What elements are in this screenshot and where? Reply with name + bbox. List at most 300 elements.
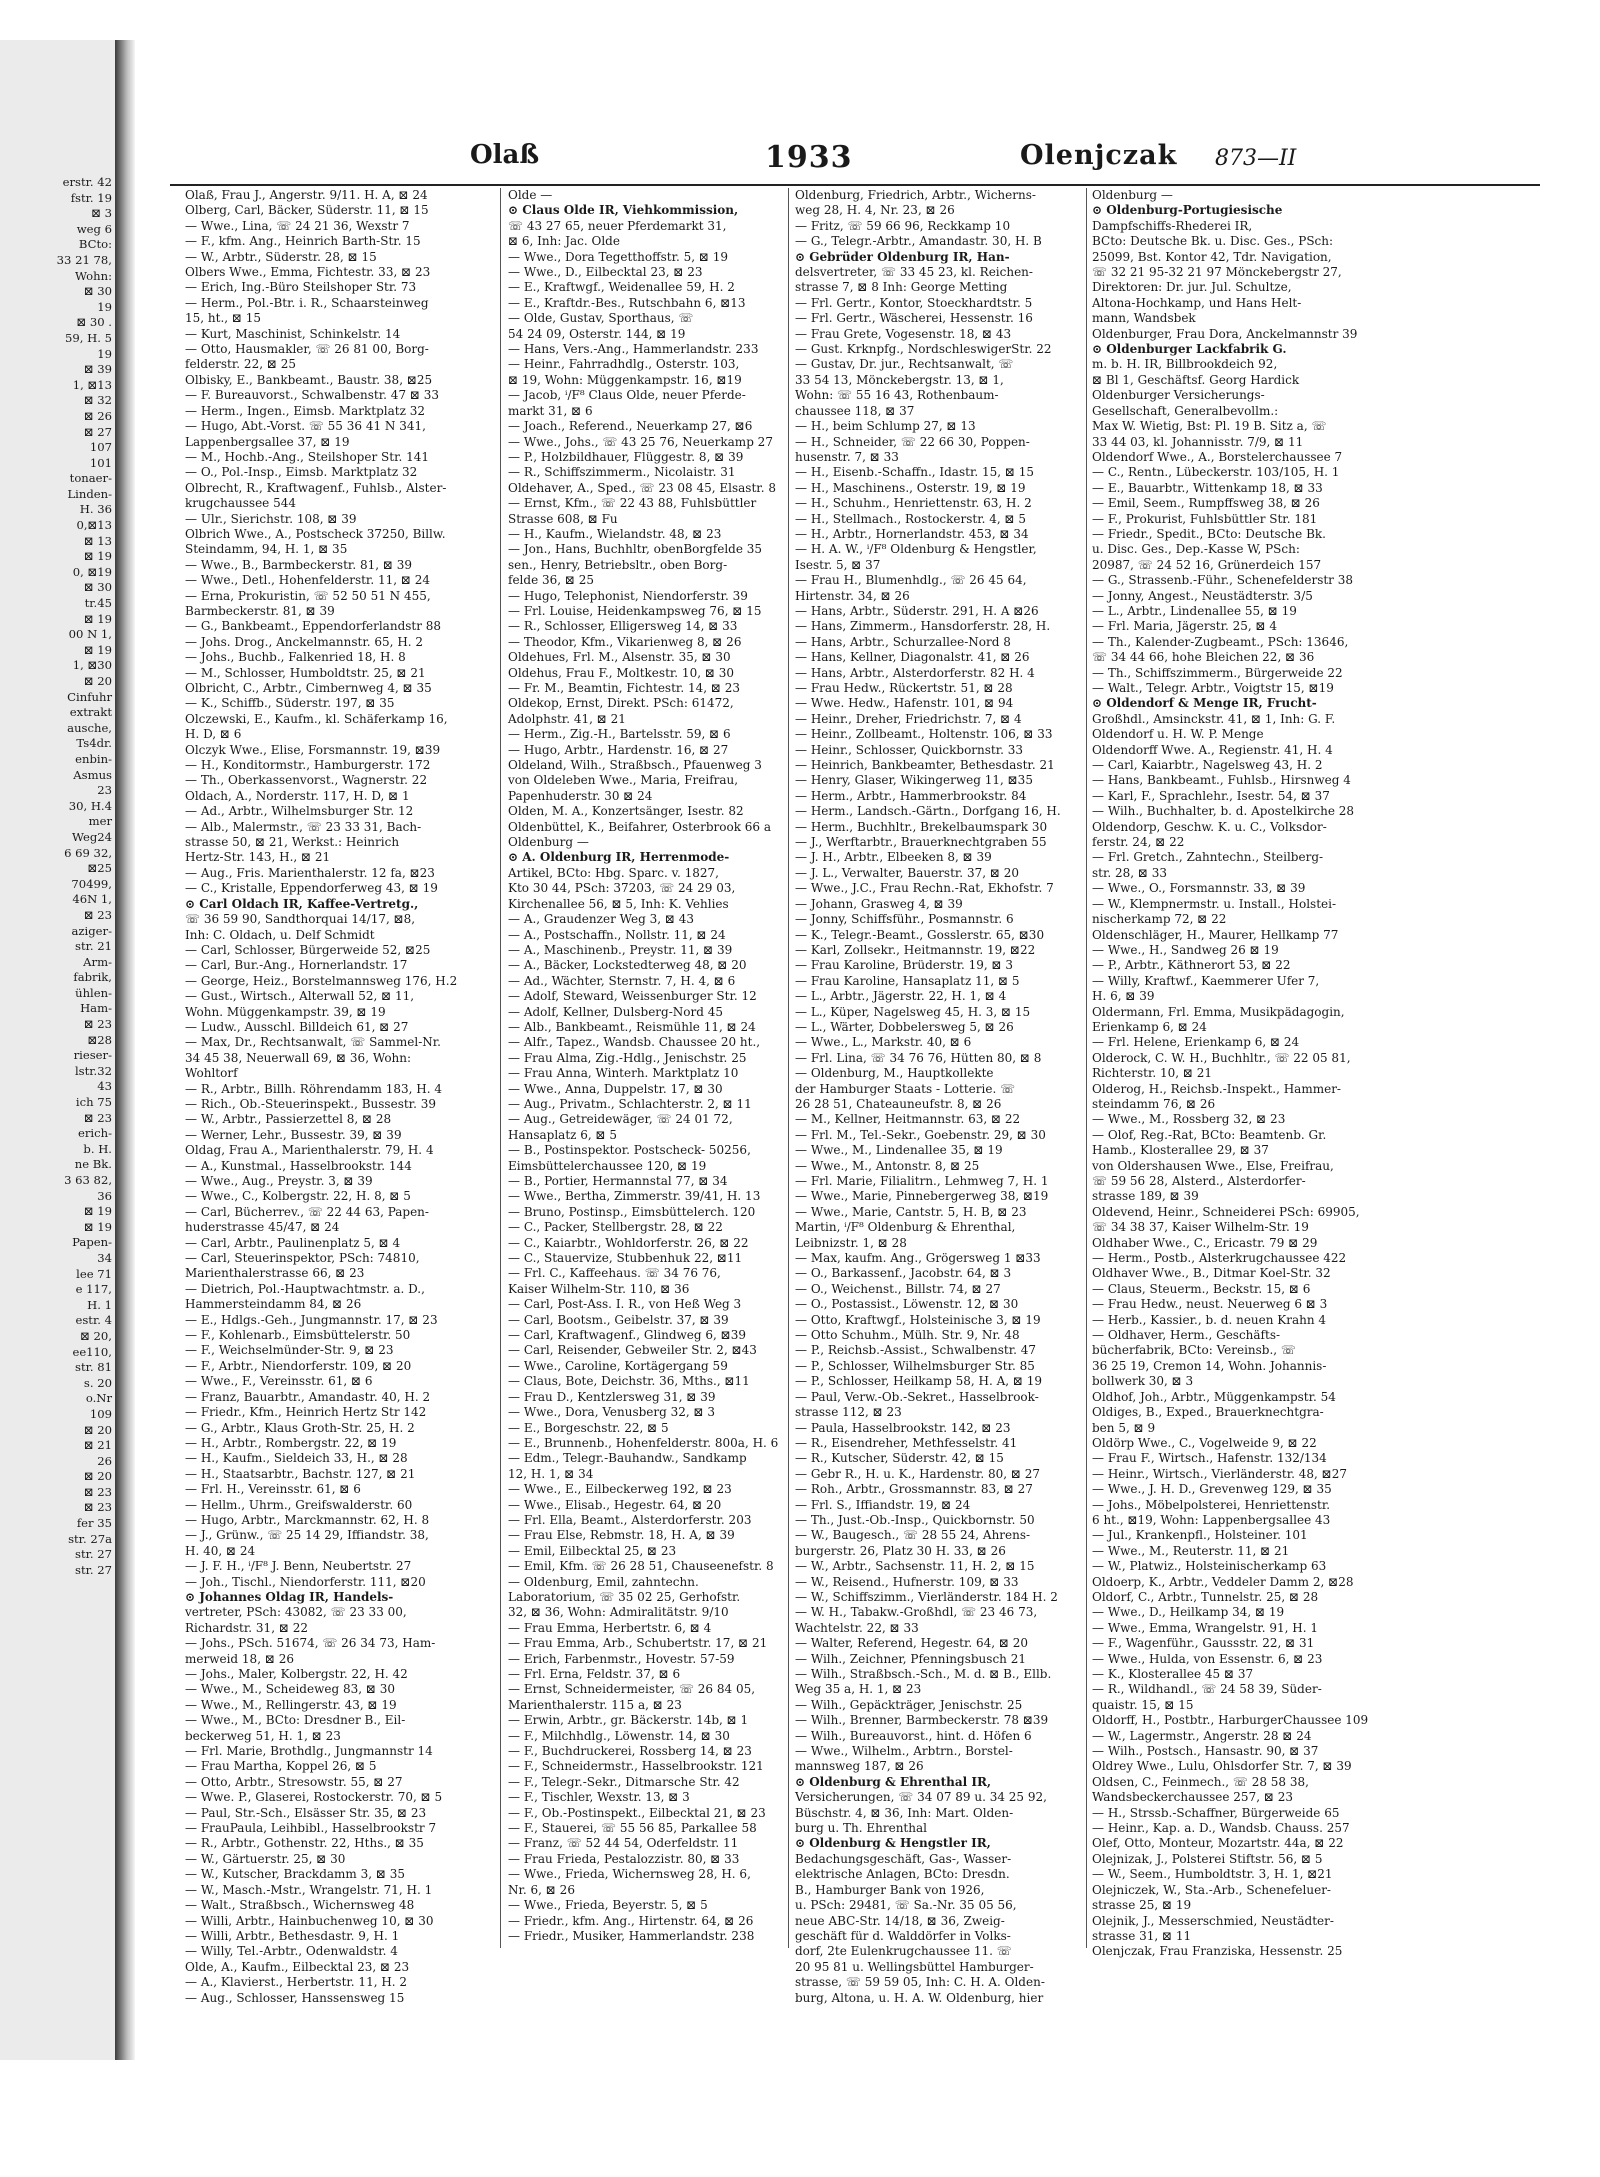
margin-fragment: tonaer-: [69, 471, 112, 486]
directory-line: — H., Arbtr., Hornerlandstr. 453, ⊠ 34: [795, 526, 1029, 541]
directory-line: Oldhaber Wwe., C., Ericastr. 79 ⊠ 29: [1092, 1235, 1318, 1250]
directory-line: — Otto, Hausmakler, ☏ 26 81 00, Borg-: [185, 342, 429, 357]
directory-line: Oldenburg, Friedrich, Arbtr., Wicherns-: [795, 188, 1036, 202]
directory-line: u. PSch: 29481, ☏ Sa.-Nr. 35 05 56,: [795, 1898, 1017, 1913]
directory-line: — F., Schneidermstr., Hasselbrookstr. 121: [508, 1759, 764, 1774]
directory-line: — Aug., Schlosser, Hanssensweg 15: [185, 1990, 405, 2005]
margin-fragment: Ham-: [80, 1001, 112, 1016]
directory-line: — Frl. S., Iffiandstr. 19, ⊠ 24: [795, 1497, 971, 1512]
directory-line: — Jacob, ⁱ/F⁸ Claus Olde, neuer Pferde-: [508, 388, 746, 403]
directory-line: ☏ 34 44 66, hohe Bleichen 22, ⊠ 36: [1092, 650, 1315, 665]
directory-line: — Carl, Schlosser, Bürgerweide 52, ⊠25: [185, 942, 431, 957]
directory-line: — Carl, Bücherrev., ☏ 22 44 63, Papen-: [185, 1204, 429, 1219]
directory-line: vertreter, PSch: 43082, ☏ 23 33 00,: [185, 1605, 407, 1620]
directory-line: — Frau Grete, Vogesenstr. 18, ⊠ 43: [795, 326, 1012, 341]
directory-line: — Frl. Ella, Beamt., Alsterdorferstr. 203: [508, 1512, 752, 1527]
directory-line: neue ABC-Str. 14/18, ⊠ 36, Zweig-: [795, 1913, 1005, 1928]
directory-line: — Wwe., Caroline, Kortägergang 59: [508, 1358, 728, 1373]
margin-fragment: Papen-: [72, 1235, 112, 1250]
directory-line: — Johs., PSch. 51674, ☏ 26 34 73, Ham-: [185, 1636, 436, 1651]
directory-line: — Willi, Arbtr., Bethesdastr. 9, H. 1: [185, 1928, 400, 1943]
directory-line: — M., Kellner, Heitmannstr. 63, ⊠ 22: [795, 1112, 1021, 1127]
directory-line: — Hugo, Arbtr., Marckmannstr. 62, H. 8: [185, 1512, 430, 1527]
directory-line: — J. L., Verwalter, Bauerstr. 37, ⊠ 20: [795, 865, 1019, 880]
directory-column-3: [795, 188, 1095, 2005]
margin-fragment: ⊠ 30: [83, 284, 112, 299]
directory-line: — F., Prokurist, Fuhlsbüttler Str. 181: [1092, 511, 1318, 526]
directory-line: von Oldershausen Wwe., Else, Freifrau,: [1092, 1158, 1334, 1173]
directory-line: — Frl. Lina, ☏ 34 76 76, Hütten 80, ⊠ 8: [795, 1050, 1042, 1065]
margin-fragment: ⊠ 23: [83, 1500, 112, 1515]
directory-line: weg 28, H. 4, Nr. 23, ⊠ 26: [795, 203, 955, 218]
margin-fragment: estr. 4: [75, 1313, 112, 1328]
directory-line: — Ernst, Schneidermeister, ☏ 26 84 05,: [508, 1682, 756, 1697]
margin-fragment: e 117,: [75, 1282, 112, 1297]
margin-fragment: ausche,: [67, 720, 112, 735]
directory-line: — Th., Kalender-Zugbeamt., PSch: 13646,: [1092, 634, 1349, 649]
margin-fragment: ⊠ 23: [83, 1017, 112, 1032]
directory-line: — Hellm., Uhrm., Greifswalderstr. 60: [185, 1497, 413, 1512]
directory-line: — Wilh., Buchhalter, b. d. Apostelkirche 28: [1092, 804, 1355, 819]
directory-line: — Ad., Arbtr., Wilhelmsburger Str. 12: [185, 804, 414, 819]
directory-line: burg, Altona, u. H. A. W. Oldenburg, hier: [795, 1990, 1044, 2005]
directory-line: — Frau Karoline, Hansaplatz 11, ⊠ 5: [795, 973, 1020, 988]
margin-fragment: ⊠ 26: [83, 408, 112, 423]
directory-line: — Wwe., D., Heilkamp 34, ⊠ 19: [1092, 1605, 1285, 1620]
directory-line: — Max, kaufm. Ang., Grögersweg 1 ⊠33: [795, 1251, 1041, 1266]
directory-line: — L., Arbtr., Jägerstr. 22, H. 1, ⊠ 4: [795, 989, 1007, 1004]
margin-fragment: 59, H. 5: [65, 330, 112, 345]
directory-line: — Olof, Reg.-Rat, BCto: Beamtenb. Gr.: [1092, 1127, 1327, 1142]
margin-fragment: s. 20: [83, 1375, 112, 1390]
directory-line: Olderog, H., Reichsb.-Inspekt., Hammer-: [1092, 1081, 1341, 1096]
directory-line: Leibnizstr. 1, ⊠ 28: [795, 1235, 907, 1250]
directory-line: — Aug., Privatm., Schlachterstr. 2, ⊠ 11: [508, 1096, 752, 1111]
directory-line: H. D, ⊠ 6: [185, 727, 242, 742]
directory-line: — Wwe., Dora Tegetthoffstr. 5, ⊠ 19: [508, 249, 729, 264]
directory-line: huderstrasse 45/47, ⊠ 24: [185, 1220, 340, 1235]
directory-line: — Hans, Arbtr., Süderstr. 291, H. A ⊠26: [795, 603, 1039, 618]
directory-line: — Wilh., Zeichner, Pfenningsbusch 21: [795, 1651, 1026, 1666]
directory-line: — H., Stellmach., Rostockerstr. 4, ⊠ 5: [795, 511, 1027, 526]
directory-line: strasse 50, ⊠ 21, Werkst.: Heinrich: [185, 835, 400, 850]
directory-line: Oldhaver Wwe., B., Ditmar Koel-Str. 32: [1092, 1266, 1331, 1281]
directory-line: — Wwe., M., Rossberg 32, ⊠ 23: [1092, 1112, 1286, 1127]
directory-line: — A., Klavierst., Herbertstr. 11, H. 2: [185, 1975, 408, 1990]
margin-fragment: ⊠ 21: [83, 1438, 112, 1453]
directory-line: Papenhuderstr. 30 ⊠ 24: [508, 788, 653, 803]
directory-line: — O., Barkassenf., Jacobstr. 64, ⊠ 3: [795, 1266, 1012, 1281]
margin-fragment: ⊠ 20,: [80, 1328, 112, 1343]
directory-line: — Otto, Kraftwgf., Holsteinische 3, ⊠ 19: [795, 1312, 1041, 1327]
directory-line: — Carl, Kaiarbtr., Nagelsweg 43, H. 2: [1092, 758, 1323, 773]
margin-fragment: ⊠ 20: [83, 1422, 112, 1437]
directory-line: — W., Platwiz., Holsteinischerkamp 63: [1092, 1559, 1327, 1574]
directory-line: — Theodor, Kfm., Vikarienweg 8, ⊠ 26: [508, 634, 742, 649]
directory-line: Olenjczak, Frau Franziska, Hessenstr. 25: [1092, 1944, 1343, 1959]
directory-line: — Hans, Zimmerm., Hansdorferstr. 28, H.: [795, 619, 1051, 634]
header-rule: [170, 184, 1540, 186]
margin-fragment: erstr. 42: [62, 175, 112, 189]
directory-line: 54 24 09, Osterstr. 144, ⊠ 19: [508, 326, 686, 341]
directory-line: — H. A. W., ⁱ/F⁸ Oldenburg & Hengstler,: [795, 542, 1037, 557]
directory-line: — Friedr., Kfm., Heinrich Hertz Str 142: [185, 1405, 427, 1420]
directory-line: — Rich., Ob.-Steuerinspekt., Bussestr. 39: [185, 1096, 436, 1111]
directory-line: — Wwe., Frieda, Beyerstr. 5, ⊠ 5: [508, 1898, 708, 1913]
directory-line: — Gustav, Dr. jur., Rechtsanwalt, ☏: [795, 357, 1014, 372]
directory-line: Oldorff, H., Postbtr., HarburgerChaussee 109: [1092, 1713, 1369, 1728]
directory-line: — G., Arbtr., Klaus Groth-Str. 25, H. 2: [185, 1420, 415, 1435]
directory-line: felde 36, ⊠ 25: [508, 573, 595, 588]
directory-line: strasse, ☏ 59 59 05, Inh: C. H. A. Olden-: [795, 1975, 1045, 1990]
margin-fragment: rieser-: [73, 1048, 112, 1063]
directory-line: ben 5, ⊠ 9: [1092, 1420, 1156, 1435]
directory-line: — Erich, Farbenmstr., Hovestr. 57-59: [508, 1651, 735, 1666]
directory-line: Richterstr. 10, ⊠ 21: [1092, 1066, 1213, 1081]
directory-line: — Wwe., F., Vereinsstr. 61, ⊠ 6: [185, 1374, 373, 1389]
directory-line: — Otto, Arbtr., Stresowstr. 55, ⊠ 27: [185, 1774, 403, 1789]
margin-fragment: ⊠ 19: [83, 1219, 112, 1234]
margin-fragment: fabrik,: [73, 970, 112, 985]
directory-line: — Th., Oberkassenvorst., Wagnerstr. 22: [185, 773, 428, 788]
directory-line: quaistr. 15, ⊠ 15: [1092, 1697, 1194, 1712]
directory-line: Kirchenallee 56, ⊠ 5, Inh: K. Vehlies: [508, 896, 729, 911]
directory-line: — Frau Frieda, Pestalozzistr. 80, ⊠ 33: [508, 1851, 740, 1866]
directory-line: — Wwe., E., Eilbeckerweg 192, ⊠ 23: [508, 1482, 732, 1497]
directory-line: burgerstr. 26, Platz 30 H. 33, ⊠ 26: [795, 1543, 1006, 1558]
margin-fragment: ⊠25: [87, 861, 112, 876]
directory-line: ⊠ 19, Wohn: Müggenkampstr. 16, ⊠19: [508, 372, 742, 387]
directory-line: — E., Kraftwgf., Weidenallee 59, H. 2: [508, 280, 735, 295]
directory-line: Dampfschiffs-Rhederei IR,: [1092, 218, 1253, 233]
directory-line: — Heinr., Zollbeamt., Holtenstr. 106, ⊠ 33: [795, 727, 1053, 742]
directory-line: — Wwe., M., Scheideweg 83, ⊠ 30: [185, 1682, 395, 1697]
directory-line: — W., Arbtr., Sachsenstr. 11, H. 2, ⊠ 15: [795, 1559, 1035, 1574]
directory-line: Oldenburg —: [1092, 188, 1173, 202]
margin-fragment: ⊠ 27: [83, 424, 112, 439]
directory-line: — K., Klosterallee 45 ⊠ 37: [1092, 1667, 1254, 1681]
directory-line: — Alb., Bankbeamt., Reismühle 11, ⊠ 24: [508, 1019, 756, 1034]
directory-line: — M., Hochb.-Ang., Steilshoper Str. 141: [185, 449, 430, 464]
directory-line: Oldenburger Versicherungs-: [1092, 388, 1265, 403]
directory-line: — F., kfm. Ang., Heinrich Barth-Str. 15: [185, 234, 421, 249]
directory-line: — G., Strassenb.-Führ., Schenefelderstr 38: [1092, 573, 1353, 588]
directory-line: — M., Schlosser, Humboldtstr. 25, ⊠ 21: [185, 665, 426, 680]
margin-fragment: Asmus: [73, 767, 112, 782]
directory-line: strasse 7, ⊠ 8 Inh: George Metting: [795, 280, 1008, 295]
margin-fragment: 33 21 78,: [56, 252, 112, 267]
directory-line: 12, H. 1, ⊠ 34: [508, 1466, 594, 1481]
directory-line: — Carl, Kraftwagenf., Glindweg 6, ⊠39: [508, 1328, 746, 1343]
directory-line: — A., Graudenzer Weg 3, ⊠ 43: [508, 912, 694, 927]
directory-line: — Wwe., Johs., ☏ 43 25 76, Neuerkamp 27: [508, 434, 773, 449]
margin-fragment: 3 63 82,: [64, 1173, 112, 1187]
directory-line: Olbrich Wwe., A., Postscheck 37250, Billw.: [185, 526, 446, 541]
directory-line: — J., Grünw., ☏ 25 14 29, Iffiandstr. 38,: [185, 1528, 429, 1543]
directory-line: Nr. 6, ⊠ 26: [508, 1882, 575, 1897]
directory-line: — Wwe., Hulda, von Essenstr. 6, ⊠ 23: [1092, 1651, 1323, 1666]
directory-line: — Werner, Lehr., Bussestr. 39, ⊠ 39: [185, 1127, 402, 1142]
margin-fragment: ⊠28: [87, 1032, 112, 1047]
directory-line: — Wwe., Bertha, Zimmerstr. 39/41, H. 13: [508, 1189, 761, 1204]
margin-fragment: 0,⊠13: [76, 518, 112, 533]
directory-line: Strasse 608, ⊠ Fu: [508, 511, 618, 526]
directory-line: — F., Wagenführ., Gaussstr. 22, ⊠ 31: [1092, 1636, 1315, 1651]
directory-line: Olbricht, C., Arbtr., Cimbernweg 4, ⊠ 35: [185, 681, 432, 695]
directory-line: Oldoerp, K., Arbtr., Veddeler Damm 2, ⊠28: [1092, 1574, 1354, 1589]
directory-line: — Herm., Buchhltr., Brekelbaumspark 30: [795, 819, 1048, 834]
margin-fragment: 101: [89, 455, 112, 470]
margin-fragment: Linden-: [67, 486, 112, 501]
margin-fragment: 107: [89, 440, 112, 455]
directory-line: — B., Portier, Hermannstal 77, ⊠ 34: [508, 1174, 728, 1188]
margin-fragment: 30, H.4: [68, 798, 112, 813]
margin-fragment: mer: [88, 814, 112, 829]
directory-line: — Wwe., Emma, Wrangelstr. 91, H. 1: [1092, 1620, 1318, 1635]
directory-line: bollwerk 30, ⊠ 3: [1092, 1374, 1194, 1389]
directory-line: — Wwe., Dora, Venusberg 32, ⊠ 3: [508, 1405, 716, 1420]
margin-fragment: lstr.32: [74, 1063, 112, 1078]
margin-fragment: ich 75: [75, 1095, 112, 1110]
directory-line: — E., Bauarbtr., Wittenkamp 18, ⊠ 33: [1092, 480, 1323, 495]
directory-line: — George, Heiz., Borstelmannsweg 176, H.2: [185, 973, 458, 988]
directory-line: — Heinr., Kap. a. D., Wandsb. Chauss. 257: [1092, 1821, 1350, 1836]
directory-line: — Wwe., Frieda, Wichernsweg 28, H. 6,: [508, 1867, 751, 1882]
directory-line: — Roh., Arbtr., Grossmannstr. 83, ⊠ 27: [795, 1482, 1033, 1497]
directory-line: — Johs., Buchb., Falkenried 18, H. 8: [185, 650, 406, 665]
directory-line: Olaß, Frau J., Angerstr. 9/11. H. A, ⊠ 24: [185, 188, 428, 202]
directory-line: H. 40, ⊠ 24: [185, 1543, 256, 1558]
directory-line: — Franz, ☏ 52 44 54, Oderfeldstr. 11: [508, 1836, 739, 1851]
directory-line: — B., Postinspektor. Postscheck- 50256,: [508, 1143, 751, 1158]
directory-line: — W., Klempnermstr. u. Install., Holstei-: [1092, 896, 1337, 911]
directory-line: — Friedr., Spedit., BCto: Deutsche Bk.: [1092, 526, 1326, 541]
directory-line: — R., Eisendreher, Methfesselstr. 41: [795, 1435, 1018, 1450]
directory-line: ☏ 32 21 95-32 21 97 Mönckebergstr 27,: [1092, 265, 1342, 280]
directory-line: ⊙ Carl Oldach IR, Kaffee-Vertretg.,: [185, 896, 419, 911]
directory-line: — O., Pol.-Insp., Eimsb. Marktplatz 32: [185, 465, 418, 480]
directory-line: ⊙ Johannes Oldag IR, Handels-: [185, 1589, 394, 1604]
directory-line: — Frl. Gertr., Kontor, Stoeckhardtstr. 5: [795, 295, 1033, 310]
directory-line: ⊠ 6, Inh: Jac. Olde: [508, 234, 620, 249]
directory-line: Olderock, C. W. H., Buchhltr., ☏ 22 05 81,: [1092, 1050, 1351, 1065]
directory-line: — H., Kaufm., Wielandstr. 48, ⊠ 23: [508, 526, 722, 541]
book-gutter: [115, 40, 135, 2060]
directory-line: Oldorf, C., Arbtr., Tunnelstr. 25, ⊠ 28: [1092, 1589, 1319, 1604]
directory-line: — Hans, Arbtr., Alsterdorferstr. 82 H. 4: [795, 665, 1035, 680]
margin-fragment: ⊠ 13: [83, 533, 112, 548]
directory-line: — Wilh., Brenner, Barmbeckerstr. 78 ⊠39: [795, 1713, 1049, 1728]
directory-line: — Hugo, Arbtr., Hardenstr. 16, ⊠ 27: [508, 742, 729, 757]
directory-line: — Wwe., O., Forsmannstr. 33, ⊠ 39: [1092, 881, 1306, 896]
directory-line: — Frl. Louise, Heidenkampsweg 76, ⊠ 15: [508, 603, 762, 618]
directory-line: — Carl, Reisender, Gebweiler Str. 2, ⊠43: [508, 1343, 757, 1358]
directory-line: 20 95 81 u. Wellingsbüttel Hamburger-: [795, 1959, 1034, 1974]
directory-line: — C., Rentn., Lübeckerstr. 103/105, H. 1: [1092, 465, 1340, 480]
directory-line: — A., Maschinenb., Preystr. 11, ⊠ 39: [508, 942, 733, 957]
directory-line: — Jonny, Angest., Neustädterstr. 3/5: [1092, 588, 1313, 603]
directory-line: — E., Hdlgs.-Geh., Jungmannstr. 17, ⊠ 23: [185, 1312, 438, 1327]
directory-line: — Hans, Arbtr., Schurzallee-Nord 8: [795, 634, 1011, 649]
directory-line: Großhdl., Amsinckstr. 41, ⊠ 1, Inh: G. F.: [1092, 711, 1336, 726]
directory-line: — Th., Schiffszimmerm., Bürgerweide 22: [1092, 665, 1343, 680]
directory-line: — Herm., Postb., Alsterkrugchaussee 422: [1092, 1251, 1347, 1266]
directory-line: — W., Kutscher, Brackdamm 3, ⊠ 35: [185, 1867, 406, 1882]
directory-line: Artikel, BCto: Hbg. Sparc. v. 1827,: [508, 865, 719, 880]
margin-fragment: ⊠ 23: [83, 1484, 112, 1499]
directory-line: markt 31, ⊠ 6: [508, 403, 593, 418]
directory-line: — Frau Emma, Herbertstr. 6, ⊠ 4: [508, 1620, 712, 1635]
directory-line: Bedachungsgeschäft, Gas-, Wasser-: [795, 1851, 1012, 1866]
directory-line: bücherfabrik, BCto: Vereinsb., ☏: [1092, 1343, 1296, 1358]
directory-line: — Frl. Marie, Filialitrn., Lehmweg 7, H. 1: [795, 1174, 1049, 1188]
directory-line: — Claus, Steuerm., Beckstr. 15, ⊠ 6: [1092, 1281, 1311, 1296]
directory-line: Oldendorf Wwe., A., Borstelerchaussee 7: [1092, 449, 1343, 464]
directory-line: der Hamburger Staats - Lotterie. ☏: [795, 1081, 1016, 1096]
directory-line: — Wwe., Anna, Duppelstr. 17, ⊠ 30: [508, 1081, 723, 1096]
directory-line: — Wwe., M., Reuterstr. 11, ⊠ 21: [1092, 1543, 1290, 1558]
directory-line: — P., Reichsb.-Assist., Schwalbenstr. 47: [795, 1343, 1037, 1358]
directory-line: Richardstr. 31, ⊠ 22: [185, 1620, 308, 1635]
directory-line: Olbrecht, R., Kraftwagenf., Fuhlsb., Alster-: [185, 480, 447, 495]
margin-fragment: 19: [97, 346, 112, 361]
margin-fragment: str. 27: [75, 1547, 112, 1562]
directory-line: Oldsen, C., Feinmech., ☏ 28 58 38,: [1092, 1774, 1309, 1789]
directory-line: mann, Wandsbek: [1092, 311, 1196, 326]
directory-line: dorf, 2te Eulenkrugchaussee 11. ☏: [795, 1944, 1012, 1959]
directory-line: 26 28 51, Chateauneufstr. 8, ⊠ 26: [795, 1096, 1002, 1111]
directory-line: Olejnizak, J., Polsterei Stiftstr. 56, ⊠ 5: [1092, 1851, 1323, 1866]
margin-fragment: weg 6: [76, 221, 112, 236]
directory-line: 34 45 38, Neuerwall 69, ⊠ 36, Wohn:: [185, 1050, 412, 1065]
directory-line: — Claus, Bote, Deichstr. 36, Mths., ⊠11: [508, 1374, 750, 1389]
directory-line: — R., Arbtr., Gothenstr. 22, Hths., ⊠ 35: [185, 1836, 424, 1851]
column-divider: [500, 188, 501, 1948]
directory-line: — Adolf, Steward, Weissenburger Str. 12: [508, 989, 757, 1004]
directory-line: — E., Borgeschstr. 22, ⊠ 5: [508, 1420, 669, 1435]
directory-line: — Herb., Kassier., b. d. neuen Krahn 4: [1092, 1312, 1327, 1327]
directory-line: — Henry, Glaser, Wikingerweg 11, ⊠35: [795, 773, 1033, 788]
margin-fragment: Arm-: [83, 954, 112, 969]
directory-line: — Carl, Bootsm., Geibelstr. 37, ⊠ 39: [508, 1312, 729, 1327]
directory-line: Oldag, Frau A., Marienthalerstr. 79, H. 4: [185, 1143, 434, 1158]
margin-fragment: Cinfuhr: [67, 689, 112, 704]
directory-line: — Johann, Grasweg 4, ⊠ 39: [795, 896, 963, 911]
directory-line: Olef, Otto, Monteur, Mozartstr. 44a, ⊠ 22: [1092, 1836, 1344, 1851]
margin-fragment: 6 69 32,: [64, 845, 112, 860]
directory-line: — P., Schlosser, Heilkamp 58, H. A, ⊠ 19: [795, 1374, 1043, 1389]
directory-line: — A., Postschaffn., Nollstr. 11, ⊠ 24: [508, 927, 726, 942]
margin-fragment: BCto:: [78, 237, 112, 252]
directory-line: — Herm., Pol.-Btr. i. R., Schaarsteinweg: [185, 295, 429, 310]
directory-line: — Frl. H., Vereinsstr. 61, ⊠ 6: [185, 1482, 361, 1497]
directory-line: Altona-Hochkamp, und Hans Helt-: [1092, 295, 1302, 310]
directory-line: Oldenburg —: [508, 835, 589, 850]
directory-line: — Herm., Ingen., Eimsb. Marktplatz 32: [185, 403, 425, 418]
directory-line: 25099, Bst. Kontor 42, Tdr. Navigation,: [1092, 249, 1332, 264]
directory-line: — Ulr., Sierichstr. 108, ⊠ 39: [185, 511, 357, 526]
directory-line: ☏ 36 59 90, Sandthorquai 14/17, ⊠8,: [185, 912, 416, 927]
directory-line: — Adolf, Kellner, Dulsberg-Nord 45: [508, 1004, 723, 1019]
directory-line: — FrauPaula, Leihbibl., Hasselbrookstr 7: [185, 1821, 437, 1836]
directory-line: Oldach, A., Norderstr. 117, H. D, ⊠ 1: [185, 788, 410, 803]
directory-line: ☏ 43 27 65, neuer Pferdemarkt 31,: [508, 218, 727, 233]
directory-line: — Wwe., Lina, ☏ 24 21 36, Wexstr 7: [185, 218, 410, 233]
directory-line: 20987, ☏ 24 52 16, Grünerdeich 157: [1092, 557, 1322, 572]
directory-line: sen., Henry, Betriebsltr., oben Borg-: [508, 557, 728, 572]
directory-line: elektrische Anlagen, BCto: Dresdn.: [795, 1867, 1010, 1882]
header-page-number: 873—II: [1215, 146, 1297, 171]
directory-line: — F., Weichselmünder-Str. 9, ⊠ 23: [185, 1343, 394, 1358]
margin-fragment: fer 35: [76, 1516, 112, 1531]
directory-line: Olden, M. A., Konzertsänger, Isestr. 82: [508, 804, 744, 819]
directory-line: Olejnik, J., Messerschmied, Neustädter-: [1092, 1913, 1334, 1928]
directory-line: — Wilh., Straßbsch.-Sch., M. d. ⊠ B., Ellb.: [795, 1667, 1052, 1681]
directory-line: — J. H., Arbtr., Elbeeken 8, ⊠ 39: [795, 850, 992, 865]
directory-line: Oldehus, Frau F., Moltkestr. 10, ⊠ 30: [508, 665, 734, 680]
directory-line: Olczewski, E., Kaufm., kl. Schäferkamp 16,: [185, 711, 448, 726]
directory-line: ⊙ Gebrüder Oldenburg IR, Han-: [795, 249, 1010, 264]
directory-line: — Jon., Hans, Buchhltr, obenBorgfelde 35: [508, 542, 763, 557]
directory-line: 6 ht., ⊠19, Wohn: Lappenbergsallee 43: [1092, 1512, 1331, 1527]
margin-fragment: fstr. 19: [70, 190, 112, 205]
directory-line: H. 6, ⊠ 39: [1092, 989, 1155, 1004]
margin-fragment: ⊠ 19: [83, 611, 112, 626]
directory-line: — Jul., Krankenpfl., Holsteiner. 101: [1092, 1528, 1308, 1543]
directory-line: Versicherungen, ☏ 34 07 89 u. 34 25 92,: [795, 1790, 1047, 1805]
directory-line: — Wilh., Gepäckträger, Jenischstr. 25: [795, 1697, 1023, 1712]
directory-line: — G., Telegr.-Arbtr., Amandastr. 30, H. B: [795, 234, 1042, 249]
directory-line: — G., Bankbeamt., Eppendorferlandstr 88: [185, 619, 442, 634]
directory-line: — Ludw., Ausschl. Billdeich 61, ⊠ 27: [185, 1019, 409, 1034]
directory-line: Oldendorp, Geschw. K. u. C., Volksdor-: [1092, 819, 1327, 834]
directory-line: — Frl. Marie, Brothdlg., Jungmannstr 14: [185, 1744, 433, 1759]
margin-fragment: 1, ⊠30: [72, 658, 112, 673]
directory-line: Olczyk Wwe., Elise, Forsmannstr. 19, ⊠39: [185, 742, 441, 757]
directory-line: — Olde, Gustav, Sporthaus, ☏: [508, 311, 694, 326]
directory-line: Adolphstr. 41, ⊠ 21: [508, 711, 626, 726]
directory-line: — Frau Else, Rebmstr. 18, H. A, ⊠ 39: [508, 1528, 735, 1543]
directory-line: chaussee 118, ⊠ 37: [795, 403, 915, 418]
directory-line: — Frl. Helene, Erienkamp 6, ⊠ 24: [1092, 1035, 1300, 1050]
directory-line: — Frau Hedw., neust. Neuerweg 6 ⊠ 3: [1092, 1297, 1328, 1312]
directory-line: — F., Ob.-Postinspekt., Eilbecktal 21, ⊠ 23: [508, 1805, 766, 1820]
directory-line: B., Hamburger Bank von 1926,: [795, 1882, 985, 1897]
directory-line: Inh: C. Oldach, u. Delf Schmidt: [185, 927, 375, 942]
directory-line: — Oldhaver, Herm., Geschäfts-: [1092, 1328, 1281, 1343]
directory-line: Oldenbüttel, K., Beifahrer, Osterbrook 66 a: [508, 819, 772, 834]
directory-line: — Carl, Post-Ass. I. R., von Heß Weg 3: [508, 1297, 742, 1312]
directory-line: husenstr. 7, ⊠ 33: [795, 449, 899, 464]
directory-line: Oldenschläger, H., Maurer, Hellkamp 77: [1092, 927, 1339, 942]
directory-line: — Aug., Getreidewäger, ☏ 24 01 72,: [508, 1112, 733, 1127]
directory-line: — Carl, Arbtr., Paulinenplatz 5, ⊠ 4: [185, 1235, 401, 1250]
margin-fragment: aziger-: [71, 923, 112, 938]
directory-line: — E., Brunnenb., Hohenfelderstr. 800a, H. 6: [508, 1435, 779, 1450]
header-left-word: Olaß: [470, 140, 540, 170]
margin-fragment: b. H.: [83, 1141, 112, 1156]
directory-line: 15, ht., ⊠ 15: [185, 311, 262, 326]
margin-fragment: ⊠ 32: [83, 393, 112, 408]
directory-line: geschäft für d. Walddörfer in Volks-: [795, 1928, 1011, 1943]
margin-fragment: ⊠ 20: [83, 674, 112, 688]
directory-line: — J. F. H., ⁱ/F⁸ J. Benn, Neubertstr. 27: [185, 1559, 412, 1574]
directory-line: — Frau H., Blumenhdlg., ☏ 26 45 64,: [795, 573, 1027, 588]
directory-line: nischerkamp 72, ⊠ 22: [1092, 912, 1227, 927]
directory-line: Kto 30 44, PSch: 37203, ☏ 24 29 03,: [508, 881, 736, 896]
margin-fragment: H. 1: [87, 1297, 112, 1312]
directory-line: Hammersteindamm 84, ⊠ 26: [185, 1297, 362, 1312]
